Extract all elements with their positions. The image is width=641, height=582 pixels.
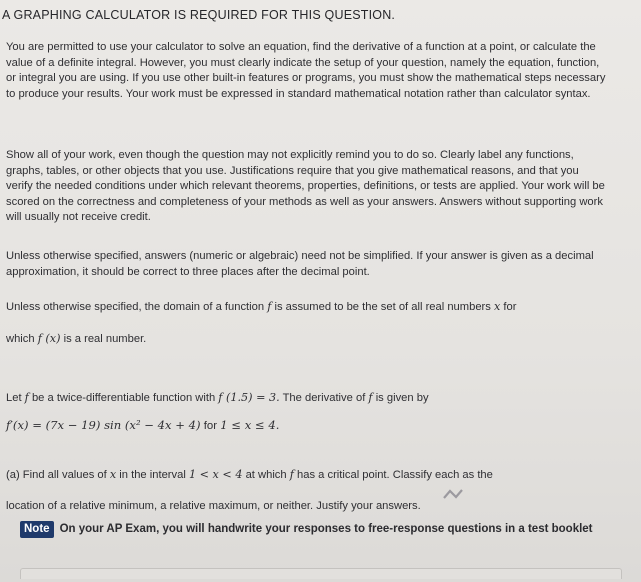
part-a-text-a: Find all values of xyxy=(22,469,107,481)
domain-text-a: Unless otherwise specified, the domain of a function xyxy=(6,301,265,313)
intro-f2: f xyxy=(368,391,373,404)
domain-text-c: for xyxy=(503,301,517,313)
domain-text-d: which xyxy=(6,333,35,345)
domain-fx: f (x) xyxy=(37,332,61,345)
simplification-paragraph: Unless otherwise specified, answers (numeric or algebraic) need not be simplified. If your answer is given as a decimal approximation, it should be correct to three places after the decimal point. xyxy=(6,250,594,278)
domain-x: x xyxy=(493,300,501,313)
part-a-text-d: has a critical point. Classify each as the xyxy=(297,469,493,481)
note-section xyxy=(20,521,620,538)
intro-f: f xyxy=(24,391,29,404)
domain-text-e: is a real number. xyxy=(63,333,147,345)
response-box-edge xyxy=(20,568,622,579)
derivative-equation xyxy=(6,418,279,432)
note-label: Note xyxy=(20,521,54,538)
part-a-text-c: at which xyxy=(245,469,287,481)
part-a-question xyxy=(6,467,606,515)
intro-text-c: The derivative of xyxy=(282,392,366,404)
part-a-var: x xyxy=(109,468,117,481)
part-a-label: (a) xyxy=(6,469,20,481)
derivative-expression: f′(x) = (7x − 19) sin (x² − 4x + 4) xyxy=(6,418,201,432)
intro-initial-value: f (1.5) = 3. xyxy=(218,391,280,404)
domain-text-b: is assumed to be the set of all real numbers xyxy=(274,301,491,313)
part-a-text-e: location of a relative minimum, a relative maximum, or neither. Justify your answers. xyxy=(6,500,421,512)
calculator-use-paragraph: You are permitted to use your calculator to solve an equation, find the derivative of a function at a point, or calculate the value of a definite integral. However, you must clearly indicate the setup of your question, namely the equation, function, or integral you are using. If you use other built-in features or programs, you must show the mathematical steps necessary to produce your results. Your work must be expressed in standard mathematical notation rather than calculator syntax. xyxy=(6,41,606,100)
part-a-text-b: in the interval xyxy=(119,469,186,481)
calculator-required-heading: A GRAPHING CALCULATOR IS REQUIRED FOR THIS QUESTION. xyxy=(2,8,396,22)
intro-text-d: is given by xyxy=(375,392,429,404)
intro-text-a: Let xyxy=(6,392,22,404)
intro-text-b: be a twice-differentiable function with xyxy=(31,392,216,404)
note-text: On your AP Exam, you will handwrite your responses to free-response questions in a test booklet xyxy=(59,523,593,535)
show-work-paragraph: Show all of your work, even though the question may not explicitly remind you to do so. Clearly label any functions, graphs, tables, or other objects that you use. Justifications require that you give mathematical reasons, and that you verify the needed conditions under which relevant theorems, properties, definitions, or tests are applied. Your work will be scored on the correctness and completeness of your methods as well as your answers. Answers without supporting work will usually not receive credit. xyxy=(6,149,605,223)
domain-paragraph xyxy=(6,299,606,348)
problem-intro xyxy=(6,390,606,407)
part-a-interval: 1 < x < 4 xyxy=(188,468,243,481)
domain-f: f xyxy=(267,300,272,313)
derivative-domain-text: for xyxy=(203,420,218,432)
derivative-domain-condition: 1 ≤ x ≤ 4. xyxy=(220,418,280,432)
part-a-fn: f xyxy=(289,468,294,481)
cursor-mark-icon xyxy=(442,488,464,504)
